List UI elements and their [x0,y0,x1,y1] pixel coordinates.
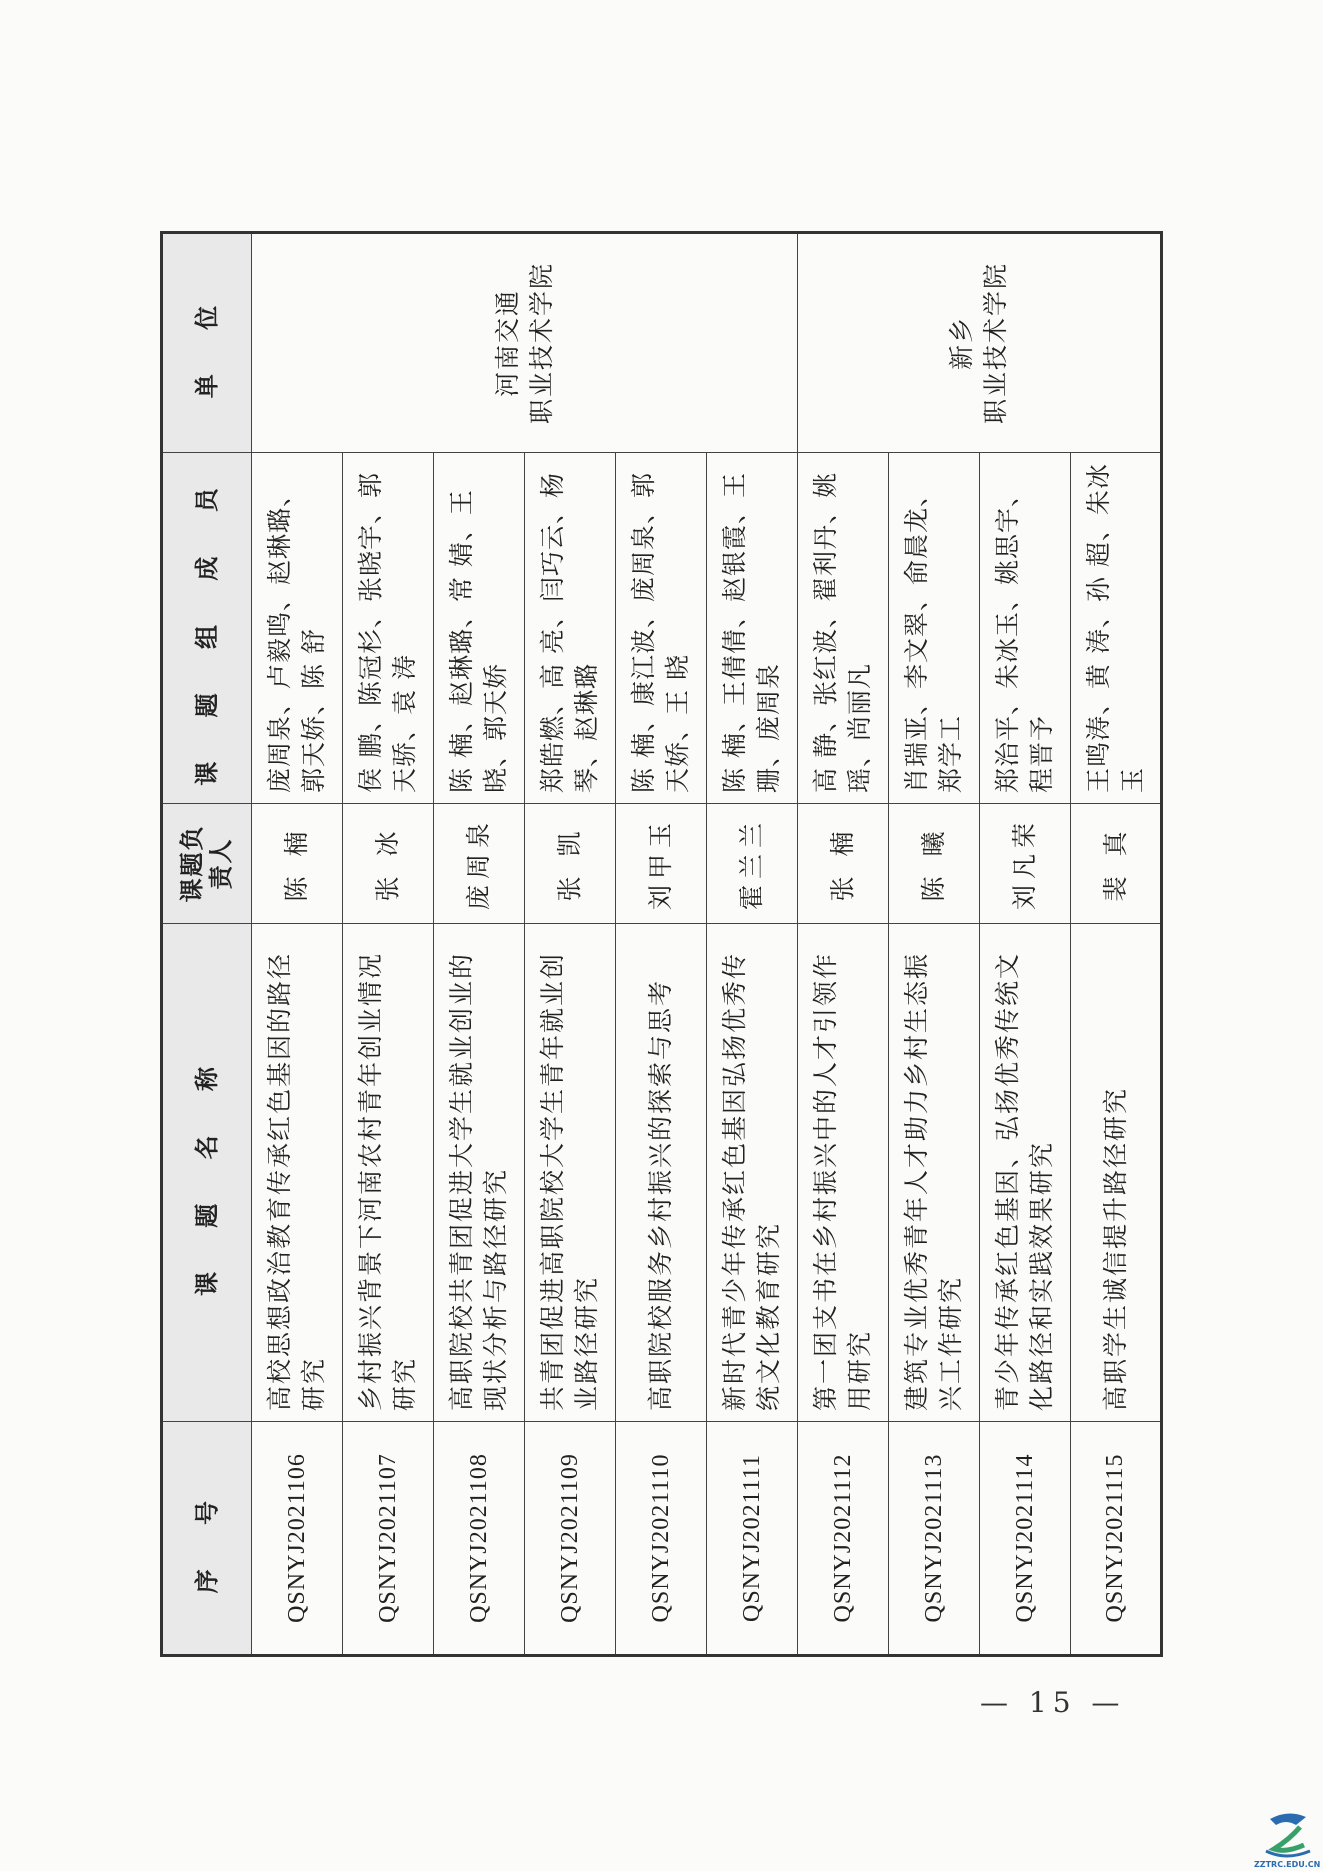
rotated-table-container [160,234,1154,1657]
row-seq: QSNYJ2021113 [889,1422,980,1656]
row-title: 高职院校服务乡村振兴的探索与思考 [616,924,707,1422]
row-seq: QSNYJ2021112 [798,1422,889,1656]
row-seq: QSNYJ2021106 [252,1422,343,1656]
row-leader: 刘凡荣 [980,804,1071,924]
header-leader: 课题负责人 [162,804,252,924]
header-unit: 单 位 [162,233,252,453]
header-seq: 序 号 [162,1422,252,1656]
unit-xinxiang-line1: 新乡 [947,316,977,371]
row-members: 郑皓燃、高 亮、闫巧云、杨 琴、赵琳璐 [525,453,616,804]
unit-xinxiang-line2: 职业技术学院 [981,262,1010,425]
table-row [798,233,889,1656]
row-members: 郑治平、朱冰玉、姚思宇、程晋予 [980,453,1071,804]
unit-henan [252,233,798,453]
row-leader: 霍兰兰 [707,804,798,924]
unit-xinxiang [798,233,1162,453]
row-seq: QSNYJ2021110 [616,1422,707,1656]
project-table [160,231,1163,1657]
row-title: 青少年传承红色基因、弘扬优秀传统文化路径和实践效果研究 [980,924,1071,1422]
row-seq: QSNYJ2021115 [1071,1422,1162,1656]
row-seq: QSNYJ2021111 [707,1422,798,1656]
row-leader: 张 凯 [525,804,616,924]
row-members: 王鸣涛、黄 涛、孙 超、朱冰玉 [1071,453,1162,804]
row-seq: QSNYJ2021108 [434,1422,525,1656]
row-title: 第一团支书在乡村振兴中的人才引领作用研究 [798,924,889,1422]
row-title: 高职院校共青团促进大学生就业创业的现状分析与路径研究 [434,924,525,1422]
logo-text: ZZTRC.EDU.CN [1254,1860,1321,1869]
row-leader: 刘甲玉 [616,804,707,924]
row-members: 高 静、张红波、翟利丹、姚 瑶、尚丽凡 [798,453,889,804]
row-members: 陈 楠、赵琳璐、常 婧、王 晓、郭天娇 [434,453,525,804]
row-leader: 张 冰 [343,804,434,924]
row-leader: 陈 曦 [889,804,980,924]
row-title: 高校思想政治教育传承红色基因的路径研究 [252,924,343,1422]
table-header-row [162,233,252,1656]
row-members: 侯 鹏、陈冠杉、张晓宇、郭天骄、袁 涛 [343,453,434,804]
row-members: 陈 楠、王倩倩、赵银霞、王 珊、庞周泉 [707,453,798,804]
row-members: 陈 楠、康江波、庞周泉、郭天娇、王 晓 [616,453,707,804]
row-title: 共青团促进高职院校大学生青年就业创业路径研究 [525,924,616,1422]
header-members: 课 题 组 成 员 [162,453,252,804]
row-leader: 陈 楠 [252,804,343,924]
row-title: 新时代青少年传承红色基因弘扬优秀传统文化教育研究 [707,924,798,1422]
table-row [252,233,343,1656]
page-number: — 15 — [980,1686,1126,1719]
row-title: 高职学生诚信提升路径研究 [1071,924,1162,1422]
row-leader: 庞周泉 [434,804,525,924]
row-leader: 张 楠 [798,804,889,924]
row-seq: QSNYJ2021114 [980,1422,1071,1656]
row-seq: QSNYJ2021107 [343,1422,434,1656]
row-title: 建筑专业优秀青年人才助力乡村生态振兴工作研究 [889,924,980,1422]
row-leader: 裴 真 [1071,804,1162,924]
unit-henan-line2: 职业技术学院 [526,262,556,425]
row-title: 乡村振兴背景下河南农村青年创业情况研究 [343,924,434,1422]
row-members: 肖瑞亚、李文翠、俞晨龙、郑学工 [889,453,980,804]
header-title: 课 题 名 称 [162,924,252,1422]
row-members: 庞周泉、卢毅鸣、赵琳璐、郭天娇、陈 舒 [252,453,343,804]
unit-henan-line1: 河南交通 [492,289,522,398]
site-logo-icon [1256,1805,1320,1865]
row-seq: QSNYJ2021109 [525,1422,616,1656]
